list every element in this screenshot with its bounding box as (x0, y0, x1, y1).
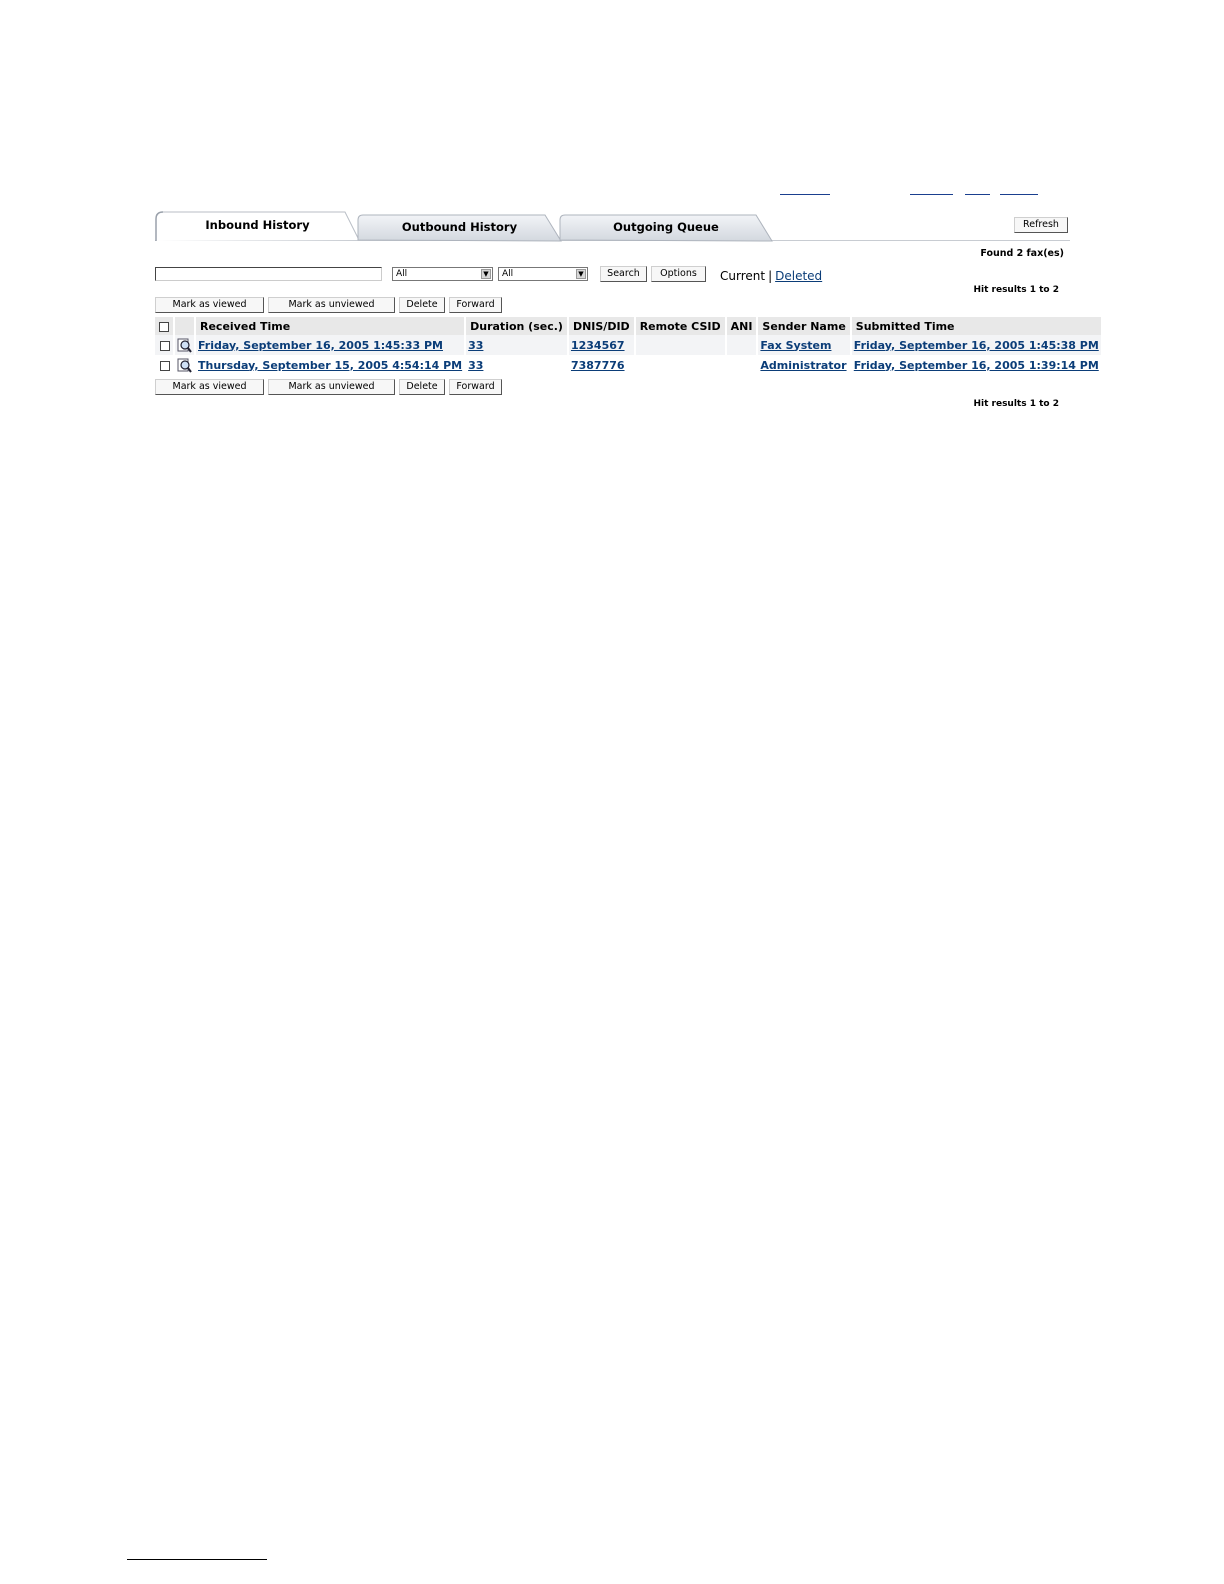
mark-viewed-button-bottom[interactable]: Mark as viewed (155, 379, 264, 395)
duration-cell (465, 355, 568, 375)
delete-button-bottom[interactable]: Delete (399, 379, 445, 395)
tab-label: Inbound History (205, 218, 310, 232)
submitted-time-cell (851, 355, 1102, 375)
received-time-cell (195, 355, 465, 375)
row-checkbox[interactable] (160, 361, 170, 371)
filter-select-1[interactable] (392, 267, 493, 281)
tab-bar (155, 211, 1070, 242)
tab-outgoing-queue[interactable] (559, 214, 773, 240)
row-icon-cell (174, 355, 195, 375)
row-checkbox[interactable] (160, 341, 170, 351)
found-count: Found 2 fax(es) (980, 248, 1064, 259)
view-fax-icon[interactable] (177, 358, 192, 373)
table-header-row (155, 317, 1102, 335)
dnis-link[interactable]: 7387776 (570, 358, 625, 372)
tab-inbound-history[interactable] (155, 211, 360, 241)
dnis-cell (568, 335, 635, 355)
dropdown-arrow-icon[interactable]: ▼ (576, 269, 586, 279)
current-view-label: Current (720, 269, 766, 283)
table-row (155, 335, 1102, 355)
received-time-link[interactable]: Thursday, September 15, 2005 4:54:14 PM (198, 358, 463, 372)
search-input[interactable] (155, 267, 382, 281)
col-sender-name[interactable]: Sender Name (757, 317, 850, 335)
row-icon-cell (174, 335, 195, 355)
col-dnis[interactable]: DNIS/DID (568, 317, 635, 335)
duration-link[interactable]: 33 (468, 358, 484, 372)
sender-name-link[interactable]: Fax System (760, 338, 832, 352)
options-button[interactable]: Options (651, 266, 706, 282)
tab-label: Outbound History (401, 220, 518, 234)
tab-outbound-history[interactable] (357, 214, 562, 240)
hit-results-top: Hit results 1 to 2 (973, 285, 1059, 295)
select-all-cell (155, 317, 174, 335)
separator: | (768, 269, 773, 283)
refresh-button[interactable]: Refresh (1014, 217, 1068, 233)
sender-name-cell (757, 355, 850, 375)
col-received-time[interactable]: Received Time (195, 317, 465, 335)
remote-csid-cell (635, 335, 726, 355)
top-link-4[interactable] (1000, 183, 1038, 195)
ani-cell (726, 335, 758, 355)
duration-link[interactable]: 33 (468, 338, 484, 352)
mark-unviewed-button[interactable]: Mark as unviewed (268, 297, 395, 313)
footnote-rule (127, 1559, 267, 1560)
filter-select-1-value: All (396, 269, 408, 279)
duration-cell (465, 335, 568, 355)
received-time-cell (195, 335, 465, 355)
delete-button[interactable]: Delete (399, 297, 445, 313)
top-link-3[interactable] (965, 183, 990, 195)
deleted-link[interactable]: Deleted (775, 269, 823, 283)
view-fax-icon[interactable] (177, 338, 192, 353)
sender-name-cell (757, 335, 850, 355)
fax-table (155, 317, 1103, 375)
ani-cell (726, 355, 758, 375)
tab-label: Outgoing Queue (613, 220, 719, 234)
select-all-checkbox[interactable] (159, 322, 169, 332)
filter-select-2[interactable] (498, 267, 588, 281)
hit-results-bottom: Hit results 1 to 2 (973, 399, 1059, 409)
mark-unviewed-button-bottom[interactable]: Mark as unviewed (268, 379, 395, 395)
top-link-1[interactable] (780, 183, 830, 195)
row-checkbox-cell (155, 335, 174, 355)
col-remote-csid[interactable]: Remote CSID (635, 317, 726, 335)
col-duration[interactable]: Duration (sec.) (465, 317, 568, 335)
remote-csid-cell (635, 355, 726, 375)
received-time-link[interactable]: Friday, September 16, 2005 1:45:33 PM (198, 338, 443, 352)
mark-viewed-button[interactable]: Mark as viewed (155, 297, 264, 313)
forward-button-bottom[interactable]: Forward (449, 379, 502, 395)
submitted-time-cell (851, 335, 1102, 355)
submitted-time-link[interactable]: Friday, September 16, 2005 1:39:14 PM (853, 358, 1099, 372)
col-submitted-time[interactable]: Submitted Time (851, 317, 1102, 335)
dnis-cell (568, 355, 635, 375)
sender-name-link[interactable]: Administrator (760, 358, 847, 372)
row-checkbox-cell (155, 355, 174, 375)
table-row (155, 355, 1102, 375)
search-button[interactable]: Search (600, 266, 647, 282)
dropdown-arrow-icon[interactable]: ▼ (481, 269, 491, 279)
forward-button[interactable]: Forward (449, 297, 502, 313)
dnis-link[interactable]: 1234567 (570, 338, 625, 352)
submitted-time-link[interactable]: Friday, September 16, 2005 1:45:38 PM (853, 338, 1099, 352)
icon-column-header (174, 317, 195, 335)
top-link-2[interactable] (910, 183, 953, 195)
view-toggle (720, 269, 822, 283)
filter-select-2-value: All (502, 269, 514, 279)
col-ani[interactable]: ANI (726, 317, 758, 335)
